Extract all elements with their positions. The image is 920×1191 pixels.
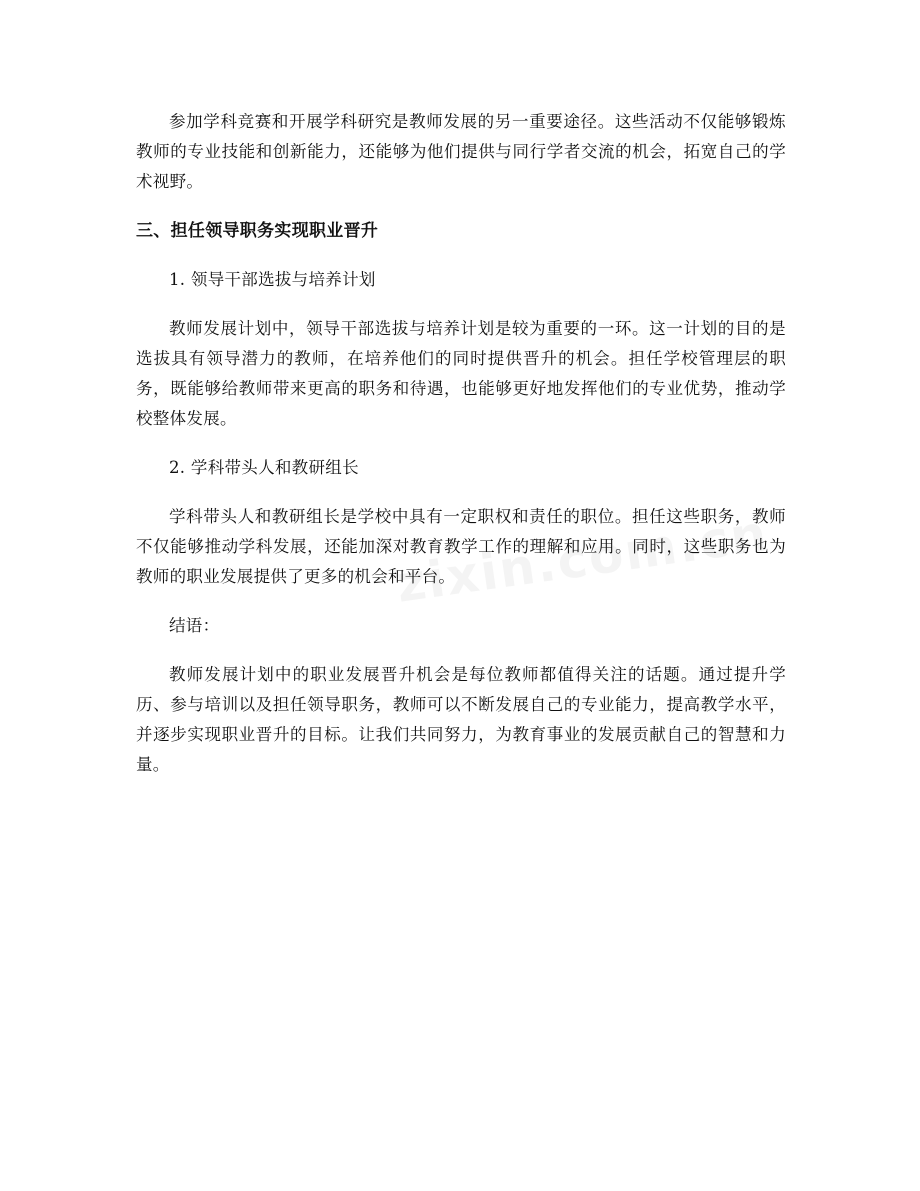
conclusion-paragraph: 教师发展计划中的职业发展晋升机会是每位教师都值得关注的话题。通过提升学历、参与培训以及担任领导职务，教师可以不断发展自己的专业能力，提高教学水平，并逐步实现职业晋升的目标。让我们共同努力，为教育事业的发展贡献自己的智慧和力量。 [136,665,786,774]
section-heading: 三、担任领导职务实现职业晋升 [136,221,379,241]
item-paragraph-1: 教师发展计划中，领导干部选拔与培养计划是较为重要的一环。这一计划的目的是选拔具有领导潜力的教师，在培养他们的同时提供晋升的机会。担任学校管理层的职务，既能够给教师带来更高的职务和待遇，也能够更好地发挥他们的专业优势，推动学校整体发展。 [136,319,786,428]
item-paragraph-2: 学科带头人和教研组长是学校中具有一定职权和责任的职位。担任这些职务，教师不仅能够推动学科发展，还能加深对教育教学工作的理解和应用。同时，这些职务也为教师的职业发展提供了更多的机会和平台。 [136,507,786,586]
item-title-2: 2. 学科带头人和教研组长 [169,458,359,477]
conclusion-label: 结语： [169,616,220,635]
item-title-1: 1. 领导干部选拔与培养计划 [169,270,376,289]
intro-paragraph: 参加学科竞赛和开展学科研究是教师发展的另一重要途径。这些活动不仅能够锻炼教师的专业技能和创新能力，还能够为他们提供与同行学者交流的机会，拓宽自己的学术视野。 [136,112,786,191]
document-page [136,107,786,780]
